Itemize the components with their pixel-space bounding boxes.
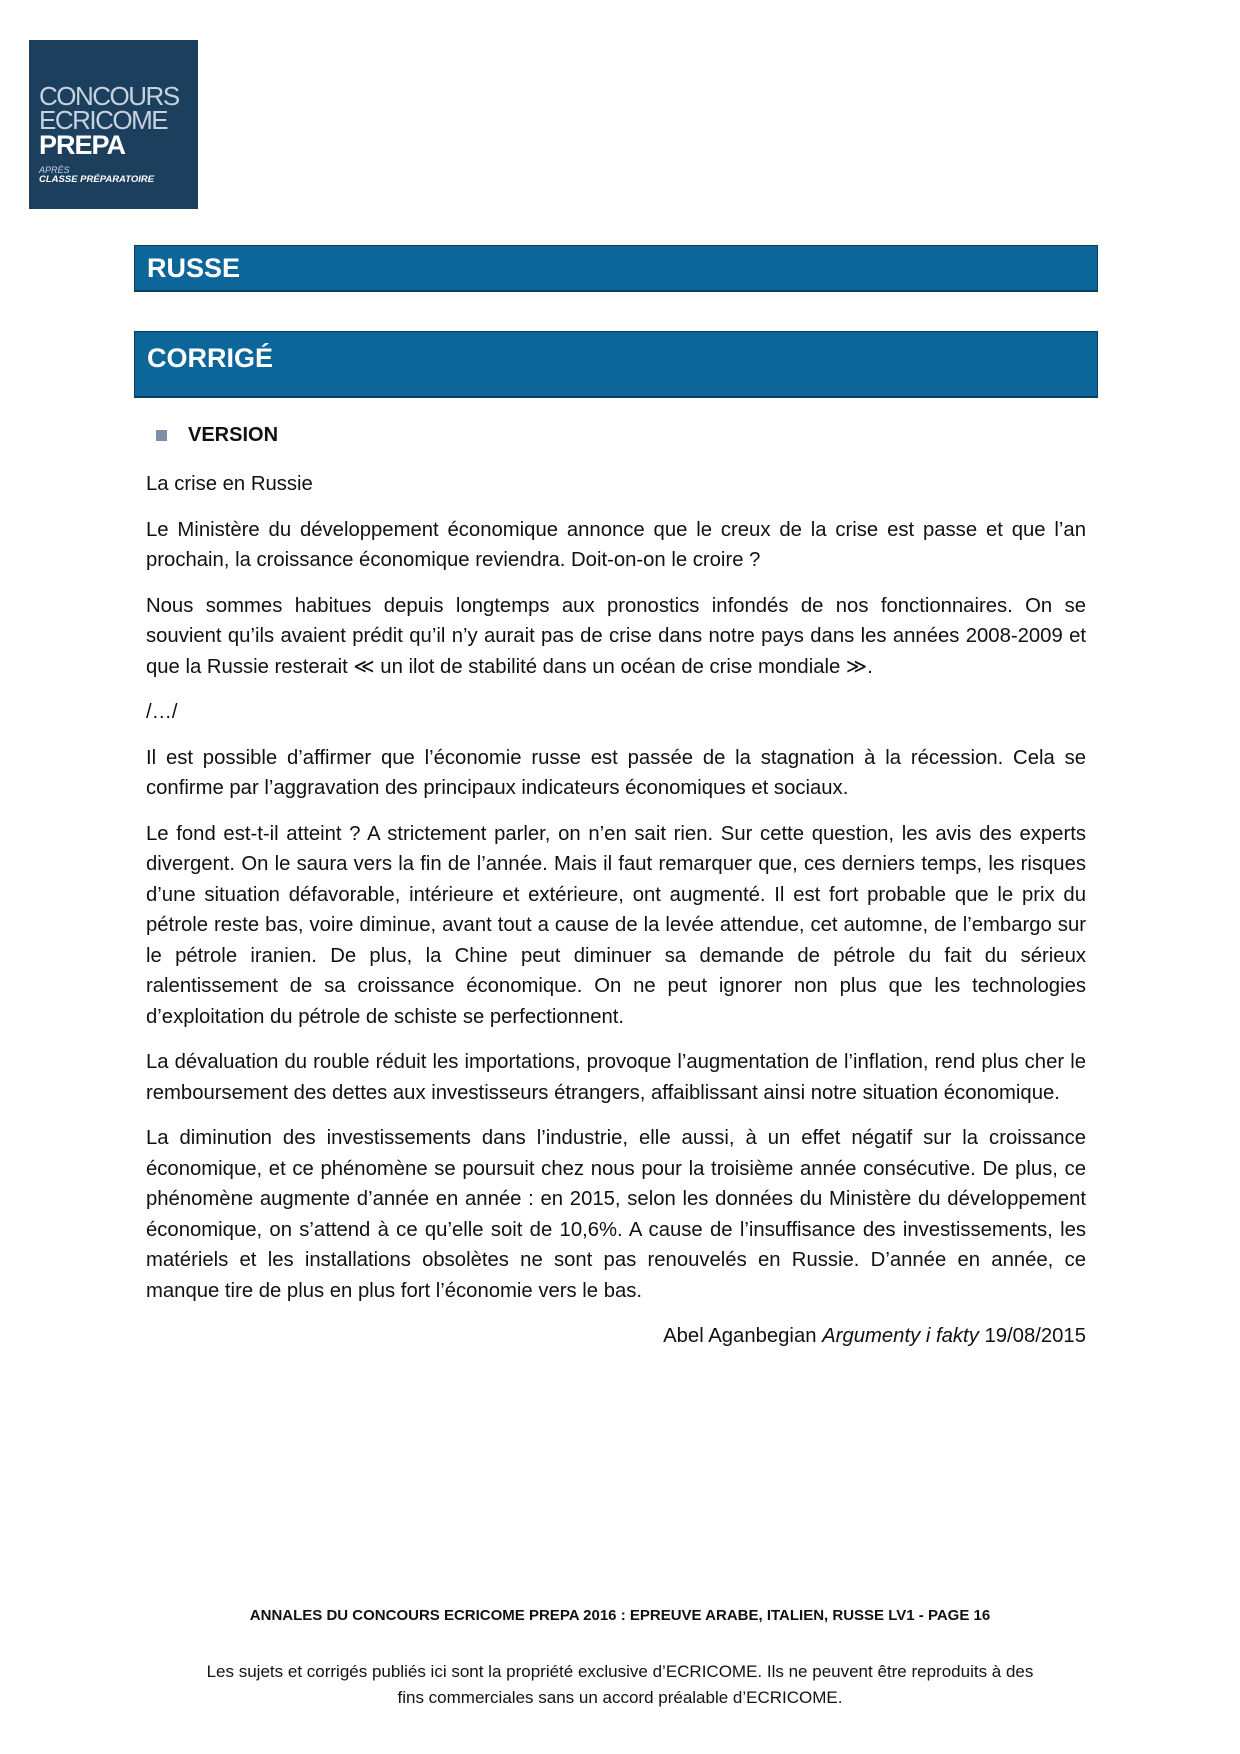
ellipsis-marker: /…/ [146, 701, 178, 723]
section-heading [156, 421, 278, 449]
paragraph: La diminution des investissements dans l’industrie, elle aussi, à un effet négatif sur la croissance économique, et ce phénomène se poursuit chez nous pour la troisième année consécutive. De plus, ce phénomène augmente d’année en année : en 2015, selon les données du Ministère du développement économique, on s’attend à ce qu’elle soit de 10,6%. A cause de l’insuffisance des investissements, les matériels et les installations obsolètes ne sont pas renouvelés en Russie. D’année en année, ce manque tire de plus en plus fort l’économie vers le bas. [146, 1127, 1086, 1302]
logo-line-prepa: PREPA [39, 130, 126, 160]
subject-banner: RUSSE [134, 245, 1098, 292]
attribution-source: Argumenty i fakty [822, 1325, 979, 1347]
attribution [146, 1321, 1086, 1352]
paragraph: Il est possible d’affirmer que l’économie russe est passée de la stagnation à la récession. Cela se confirme par l’aggravation des principaux indicateurs économiques et sociaux. [146, 746, 1086, 799]
logo-line-classe-preparatoire: CLASSE PRÉPARATOIRE [39, 174, 155, 185]
paragraph: Le fond est-t-il atteint ? A strictement parler, on n’en sait rien. Sur cette question, les avis des experts divergent. On le saura vers la fin de l’année. Mais il faut remarquer que, ces derniers temps, les risques d’une situation défavorable, intérieure et extérieure, ont augmenté. Il est fort probable que le prix du pétrole reste bas, voire diminue, avant tout a cause de la levée attendue, cet automne, de l’embargo sur le pétrole iranien. De plus, la Chine peut diminuer sa demande de pétrole du fait du sérieux ralentissement de sa croissance économique. On ne peut ignorer non plus que les technologies d’exploitation du pétrole de schiste se perfectionnent. [146, 822, 1086, 1028]
section-banner: CORRIGÉ [134, 331, 1098, 398]
ecricome-logo [29, 40, 198, 209]
paragraph: La dévaluation du rouble réduit les importations, provoque l’augmentation de l’inflation, rend plus cher le remboursement des dettes aux investisseurs étrangers, affaiblissant ainsi notre situation économique. [146, 1051, 1086, 1104]
footer-note-line: fins commerciales sans un accord préalable d’ECRICOME. [397, 1688, 843, 1707]
paragraph: Le Ministère du développement économique annonce que le creux de la crise est passe et que l’an prochain, la croissance économique reviendra. Doit-on-on le croire ? [146, 518, 1086, 571]
attribution-author: Abel Aganbegian [663, 1325, 817, 1347]
footer-note [150, 1659, 1090, 1711]
logo-line-apres: APRÈS [39, 165, 70, 175]
logo-line-concours: CONCOURS [39, 81, 179, 111]
document-body [146, 469, 1086, 1367]
attribution-date: 19/08/2015 [984, 1325, 1086, 1347]
logo-line-ecricome: ECRICOME [39, 105, 168, 135]
text-heading: La crise en Russie [146, 473, 313, 495]
square-bullet-icon [156, 430, 167, 441]
paragraph: Nous sommes habitues depuis longtemps aux pronostics infondés de nos fonctionnaires. On se souvient qu’ils avaient prédit qu’il n’y aurait pas de crise dans notre pays dans les années 2008-2009 et que la Russie resterait ≪ un ilot de stabilité dans un océan de crise mondiale ≫. [146, 594, 1086, 678]
footer-title: ANNALES DU CONCOURS ECRICOME PREPA 2016 : EPREUVE ARABE, ITALIEN, RUSSE LV1 - PAGE 16 [249, 1607, 991, 1624]
footer-note-line: Les sujets et corrigés publiés ici sont la propriété exclusive d’ECRICOME. Ils ne peuvent être reproduits à des [206, 1662, 1034, 1681]
section-title: VERSION [188, 423, 279, 446]
